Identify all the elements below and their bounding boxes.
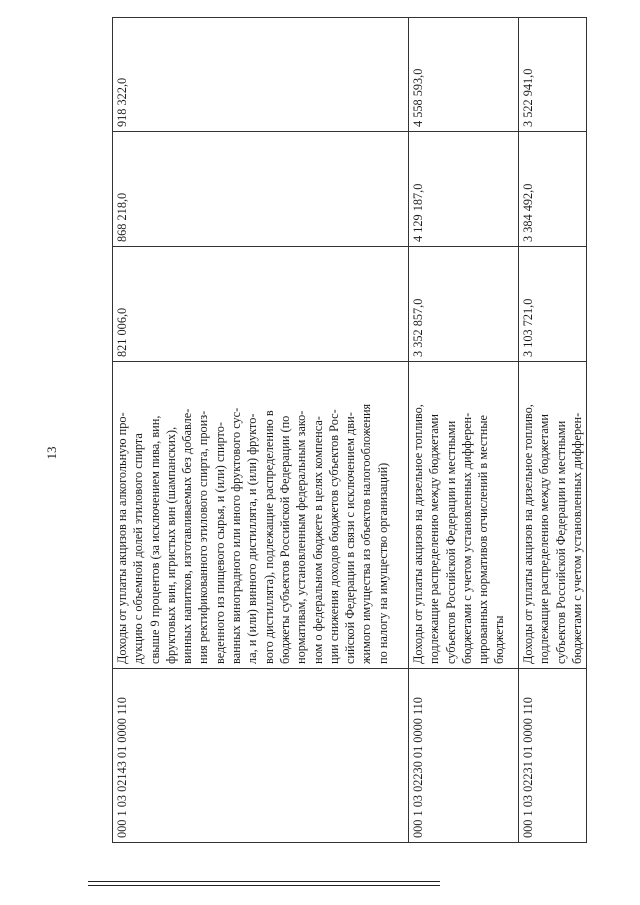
description-line: свыше 9 процентов (за исключением пива, вин, [147,415,162,664]
table-row [409,18,519,843]
description-line: Доходы от уплаты акцизов на дизельное топливо, [411,404,425,664]
description-line: дукцию с объемной долей этилового спирта [131,433,146,664]
description-line: вого дистиллята), подлежащие распределению в [261,410,276,664]
value-year-1-cell: 3 352 857,0 [409,247,519,362]
description-line: Доходы от уплаты акцизов на дизельное топливо, [521,404,535,664]
value-year-2-cell: 868 218,0 [113,132,409,247]
description-line: подлежащие распределению между бюджетами [537,413,552,664]
scan-edge-lines [88,878,440,886]
description-line: ции снижения доходов бюджетов субъектов Рос- [326,409,341,664]
description-cell [113,362,409,669]
budget-revenue-table [112,17,587,843]
table-row [519,18,587,843]
divider [88,885,440,886]
description-line: бюджетами с учетом установленных дифферен- [569,412,584,664]
description-line: ном о федеральном бюджете в целях компенса- [310,416,325,664]
description-cell [409,362,519,669]
description-line: сийской Федерации в связи с исключением дви- [343,412,358,664]
description-line: подлежащие распределению между бюджетами [427,413,442,664]
description-cell [519,362,587,669]
description-line: бюджеты [492,615,507,664]
description-line: ла, и (или) винного дистиллята, и (или) фрукто- [245,413,260,664]
budget-code-cell: 000 1 03 02231 01 0000 110 [519,669,587,843]
description-line: фруктовых вин, игристых вин (шампанских), [163,426,178,664]
value-year-3-cell: 4 558 593,0 [409,18,519,132]
value-year-2-cell: 3 384 492,0 [519,132,587,247]
description-line: бюджетами с учетом установленных дифферен- [459,412,474,664]
page-number: 13 [44,446,59,460]
budget-code-cell: 000 1 03 02143 01 0000 110 [113,669,409,843]
table-row [113,18,409,843]
description-line: субъектов Российской Федерации и местными [553,420,568,664]
value-year-1-cell: 821 006,0 [113,247,409,362]
budget-code-cell: 000 1 03 02230 01 0000 110 [409,669,519,843]
description-line: бюджеты субъектов Российской Федерации (по [277,415,292,664]
divider [88,881,440,882]
description-line: ния ректификованного этилового спирта, произ- [196,410,211,664]
value-year-1-cell: 3 103 721,0 [519,247,587,362]
description-line: по налогу на имущество организаций) [375,462,390,664]
description-line: веденного из пищевого сырья, и (или) спирто- [212,421,227,664]
description-line: цированных нормативов отчислений в местные [476,415,491,664]
description-line: винных напитков, изготавливаемых без добавле- [180,408,195,664]
description-line: жимого имущества из объектов налогообложения [359,403,374,664]
value-year-2-cell: 4 129 187,0 [409,132,519,247]
description-line: ванных виноградного или иного фруктового сус- [229,407,244,664]
description-line: Доходы от уплаты акцизов на алкогольную про- [115,412,129,664]
description-line: нормативам, установленным федеральным зако- [294,410,309,664]
value-year-3-cell: 918 322,0 [113,18,409,132]
description-line: субъектов Российской Федерации и местными [443,420,458,664]
rotated-table-container [112,63,584,843]
value-year-3-cell: 3 522 941,0 [519,18,587,132]
